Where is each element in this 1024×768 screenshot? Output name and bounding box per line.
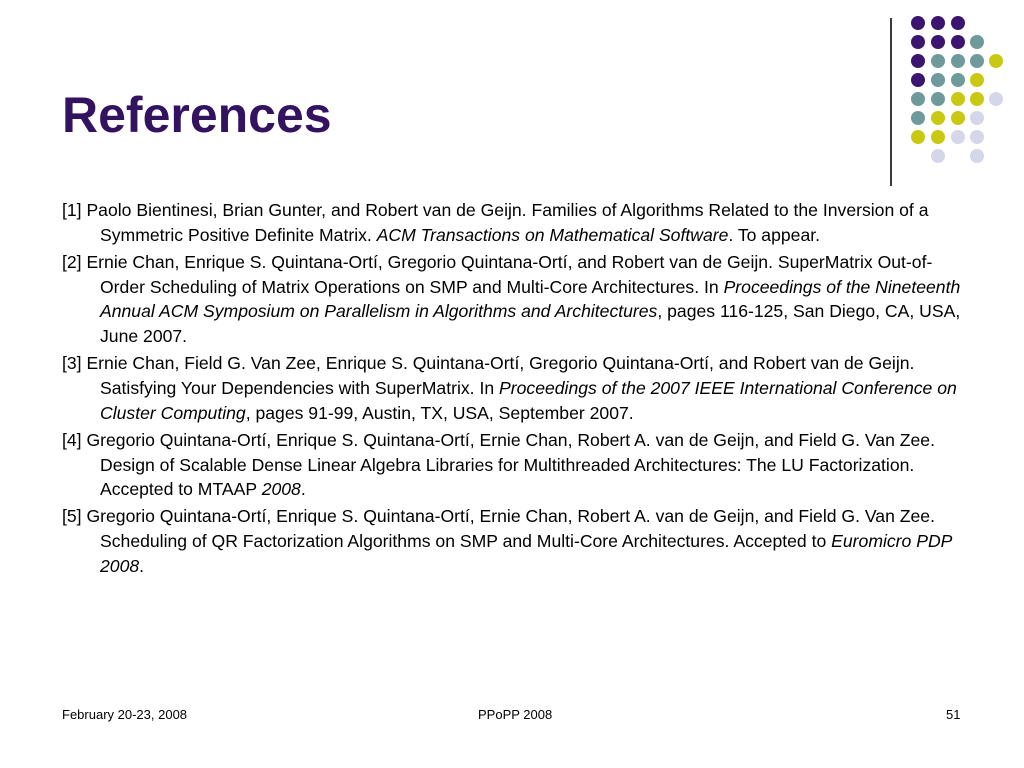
decorative-dot [951,111,965,125]
reference-venue: 2008 [261,479,301,500]
reference-list [62,198,967,581]
reference-venue: Proceedings of the 2007 IEEE International Conference on Cluster Computing [100,377,957,423]
reference-text: [1] Paolo Bientinesi, Brian Gunter, and Robert van de Geijn. Families of Algorithms Related to the Inversion of a Symmetric Positive Definite Matrix. [62,200,929,245]
decorative-divider-line [890,18,892,186]
decorative-dot [931,54,945,68]
reference-venue: Euromicro PDP 2008 [100,531,952,576]
decorative-dot [931,92,945,106]
decorative-dot [951,16,965,30]
decorative-dot [970,54,984,68]
reference-text: [5] Gregorio Quintana-Ortí, Enrique S. Quintana-Ortí, Ernie Chan, Robert A. van de Geijn, and Field G. Van Zee. Scheduling of QR Factorization Algorithms on SMP and Multi-Core Architectures. Accepted to [62,506,935,552]
decorative-dot [951,73,965,87]
reference-text: [4] Gregorio Quintana-Ortí, Enrique S. Quintana-Ortí, Ernie Chan, Robert A. van de Geijn, and Field G. Van Zee. Design of Scalable Dense Linear Algebra Libraries for Multithreaded Architectures: The LU Factorization. Accepted to MTAAP [62,429,935,500]
reference-text: [3] Ernie Chan, Field G. Van Zee, Enrique S. Quintana-Ortí, Gregorio Quintana-Ortí, and Robert van de Geijn. Satisfying Your Dependencies with SuperMatrix. In [62,353,915,398]
decorative-dot [931,35,945,49]
reference-item [62,198,967,248]
decorative-dot [911,111,925,125]
decorative-dot [931,111,945,125]
decorative-dot [911,130,925,144]
decorative-dot [970,73,984,87]
decorative-dot [931,73,945,87]
reference-text-end: . [139,555,145,576]
decorative-dot [911,92,925,106]
reference-item [62,428,967,502]
footer-page-number: 51 [946,707,961,722]
reference-item [62,504,967,578]
decorative-dot [911,73,925,87]
decorative-dot [951,130,965,144]
reference-text-end: , pages 116-125, San Diego, CA, USA, June 2007. [100,301,961,347]
decorative-dot [951,54,965,68]
decorative-dot [931,130,945,144]
reference-text-end: . To appear. [728,224,821,245]
reference-text: [2] Ernie Chan, Enrique S. Quintana-Ortí, Gregorio Quintana-Ortí, and Robert van de Geijn. SuperMatrix Out-of-Order Scheduling of Matrix Operations on SMP and Multi-Core Architectures. In [62,251,933,297]
decorative-dot [970,35,984,49]
footer-conference: PPoPP 2008 [478,707,553,722]
decorative-dot [970,149,984,163]
decorative-dot [970,92,984,106]
decorative-dot [970,111,984,125]
reference-item [62,351,967,425]
decorative-dot [911,16,925,30]
decorative-dot [911,54,925,68]
decorative-dot [951,35,965,49]
decorative-dot [951,92,965,106]
decorative-dot [931,16,945,30]
decorative-dot [989,92,1003,106]
reference-item [62,250,967,349]
decorative-dot [989,54,1003,68]
footer-date: February 20-23, 2008 [62,707,188,722]
reference-venue: Proceedings of the Nineteenth Annual ACM Symposium on Parallelism in Algorithms and Architectures [100,276,961,322]
reference-text-end: . [300,479,306,500]
decorative-dot [911,35,925,49]
reference-text-end: , pages 91-99, Austin, TX, USA, September 2007. [245,402,634,423]
decorative-dot [931,149,945,163]
decorative-dot [970,130,984,144]
slide-title: References [62,87,332,143]
reference-venue: ACM Transactions on Mathematical Software [376,224,729,245]
